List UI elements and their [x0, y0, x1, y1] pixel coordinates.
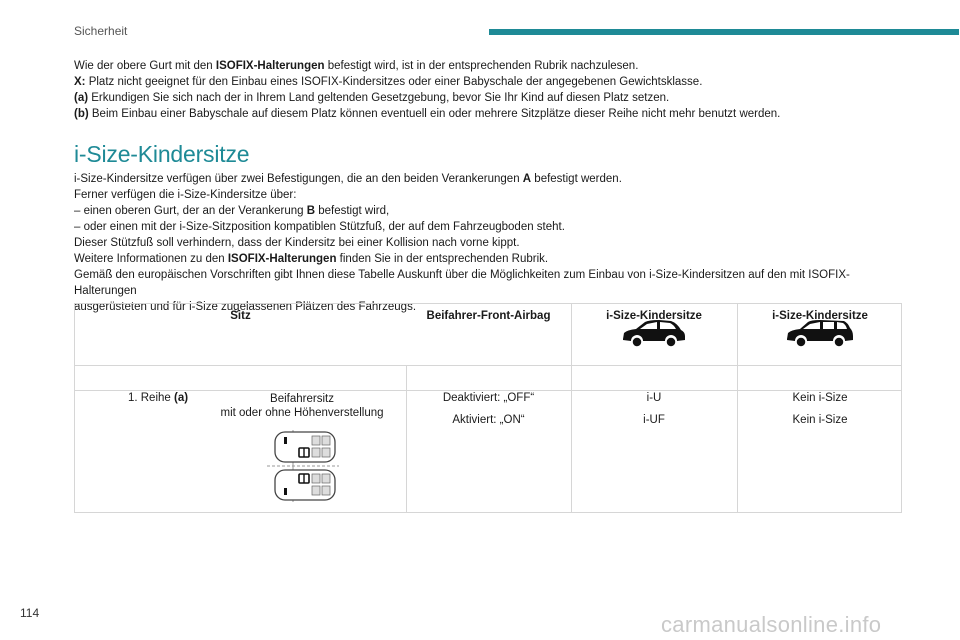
note-a-label: (a) — [74, 92, 89, 104]
header-accent-bar — [489, 29, 959, 35]
table-column-divider — [406, 365, 407, 512]
airbag-off-cell: Deaktiviert: „OFF“ — [442, 392, 535, 404]
isize-table — [74, 303, 902, 513]
body-bold: B — [306, 205, 316, 217]
note-x-text: Platz nicht geeignet für den Einbau eines ISOFIX-Kindersitzes oder einer Babyschale der angegebenen Gewichtsklasse. — [85, 76, 703, 88]
note-x-label: X: — [74, 76, 86, 88]
body-text: befestigt werden. — [531, 173, 622, 185]
intro-text: befestigt wird, ist in der entsprechenden Rubrik nachzulesen. — [324, 60, 639, 72]
body-bold: A — [522, 173, 532, 185]
table-header-isize-2: i-Size-Kindersitze — [772, 310, 868, 322]
seat-description — [197, 392, 407, 420]
table-header-airbag: Beifahrer-Front-Airbag — [426, 310, 551, 322]
note-b-text: Beim Einbau einer Babyschale auf diesem Platz können eventuell ein oder mehrere Sitzplätze dieser Reihe nicht mehr benutzt werden. — [88, 108, 781, 120]
watermark: carmanualsonline.info — [661, 612, 882, 637]
body-paragraph: ausgerüsteten und für i-Size zugelassenen Plätzen des Fahrzeugs. — [74, 301, 417, 313]
seat-position-diagram-icon — [265, 428, 341, 504]
body-paragraph: Dieser Stützfuß soll verhindern, dass der Kindersitz bei einer Kollision nach vorne kippt. — [74, 237, 520, 249]
table-column-divider — [737, 304, 738, 512]
body-bold: ISOFIX-Halterungen — [227, 253, 337, 265]
header-section-label: Sicherheit — [74, 24, 128, 38]
body-paragraph: Gemäß den europäischen Vorschriften gibt Ihnen diese Tabelle Auskunft über die Möglichkeiten zum Einbau von i-Size-Kindersitzen auf den mit ISOFIX-Halterungen — [74, 269, 850, 297]
body-text: Weitere Informationen zu den — [74, 253, 228, 265]
intro-line-a — [74, 90, 904, 106]
section-title: i-Size-Kindersitze — [74, 141, 250, 167]
car-hatchback-icon — [619, 318, 689, 348]
body-paragraph — [74, 251, 904, 267]
body-paragraph: – oder einen mit der i-Size-Sitzposition kompatiblen Stützfuß, der auf dem Fahrzeugboden steht. — [74, 221, 565, 233]
body-text: finden Sie in der entsprechenden Rubrik. — [336, 253, 549, 265]
isize-2-off-cell: Kein i-Size — [792, 392, 848, 404]
table-header-row — [75, 365, 901, 391]
note-a-text: Erkundigen Sie sich nach der in Ihrem Land geltenden Gesetzgebung, bevor Sie Ihr Kind auf diesen Platz setzen. — [88, 92, 670, 104]
table-column-divider — [571, 365, 572, 512]
intro-block — [74, 58, 904, 122]
intro-line-x — [74, 74, 904, 90]
body-paragraph — [74, 203, 904, 219]
car-suv-icon — [784, 318, 856, 348]
body-paragraph — [74, 171, 904, 187]
seat-line: mit oder ohne Höhenverstellung — [220, 407, 384, 419]
row-label-text: 1. Reihe — [127, 392, 174, 404]
table-header-isize-1: i-Size-Kindersitze — [606, 310, 702, 322]
note-b-label: (b) — [74, 108, 89, 120]
section-body — [74, 171, 904, 315]
seat-line: Beifahrersitz — [270, 393, 334, 405]
intro-line-1 — [74, 58, 904, 74]
intro-text: Wie der obere Gurt mit den — [74, 60, 216, 72]
airbag-on-cell: Aktiviert: „ON“ — [452, 414, 525, 426]
intro-bold: ISOFIX-Halterungen — [215, 60, 325, 72]
isize-1-off-cell: i-U — [646, 392, 662, 404]
row-label-note: (a) — [173, 392, 189, 404]
table-header-seat: Sitz — [230, 310, 251, 322]
page-number: 114 — [20, 606, 40, 620]
body-text: i-Size-Kindersitze verfügen über zwei Befestigungen, die an den beiden Verankerungen — [74, 173, 523, 185]
body-text: befestigt wird, — [315, 205, 390, 217]
isize-2-on-cell: Kein i-Size — [792, 414, 848, 426]
isize-1-on-cell: i-UF — [643, 414, 665, 426]
intro-line-b — [74, 106, 904, 122]
body-paragraph: Ferner verfügen die i-Size-Kindersitze über: — [74, 189, 297, 201]
body-text: – einen oberen Gurt, der an der Verankerung — [74, 205, 307, 217]
